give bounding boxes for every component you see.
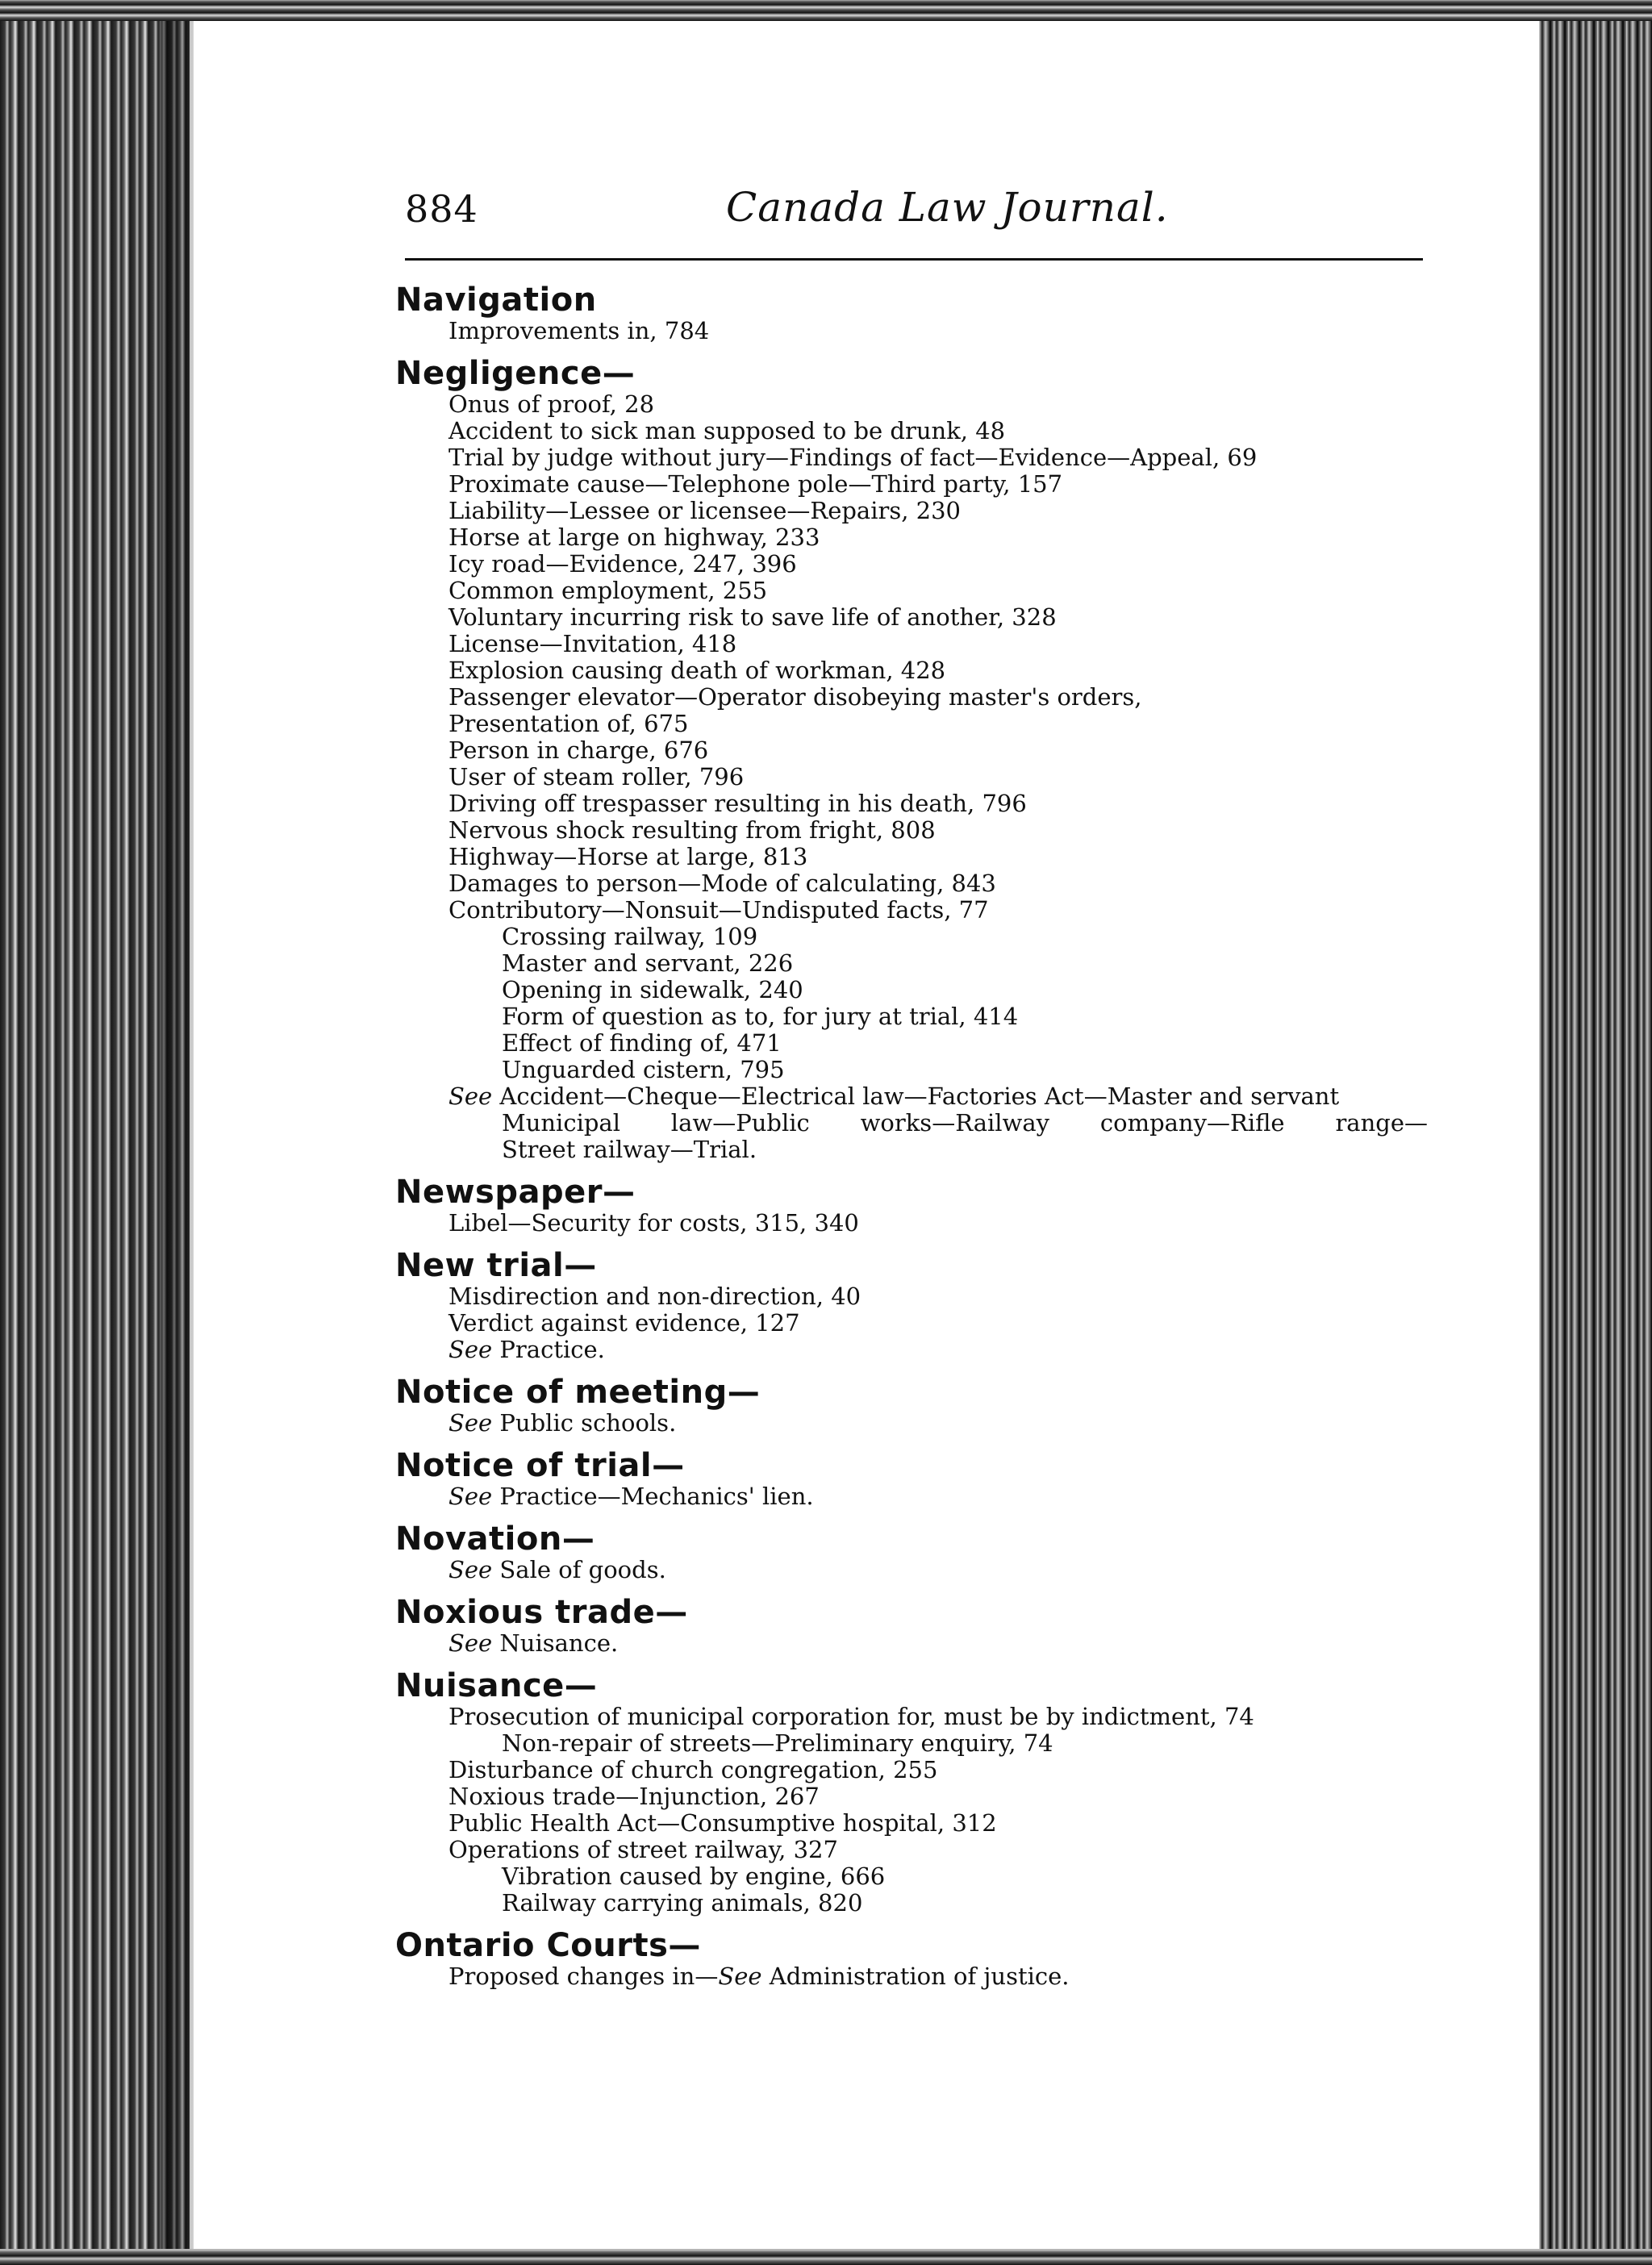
index-heading: Novation— (395, 1520, 595, 1558)
index-entry (395, 1448, 1428, 1510)
subentry-list (395, 1557, 1428, 1583)
index-entry (395, 1248, 1428, 1363)
running-header (405, 177, 1421, 250)
subentry: License—Invitation, 418 (448, 630, 737, 657)
see-reference (395, 1410, 1428, 1437)
subentry: Common employment, 255 (448, 577, 768, 604)
index-heading: Ontario Courts— (395, 1927, 701, 1964)
subentry: Voluntary incurring risk to save life of another, 328 (448, 603, 1057, 631)
index-heading: Negligence— (395, 355, 636, 392)
subentry-list (395, 318, 1428, 344)
see-target: Accident—Cheque—Electrical law—Factories Act—Master and servant (499, 1082, 1340, 1110)
subentry: Trial by judge without jury—Findings of fact—Evidence—Appeal, 69 (448, 444, 1258, 471)
header-rule (405, 258, 1423, 261)
subentry: Accident to sick man supposed to be drunk, 48 (448, 417, 1006, 444)
page-number: 884 (405, 187, 478, 231)
subentry: Improvements in, 784 (448, 317, 710, 344)
subentry-list (395, 391, 1428, 1163)
see-target: Practice. (499, 1336, 605, 1363)
see-reference (395, 1337, 1428, 1363)
subentry-list (395, 1210, 1428, 1237)
subentry: Damages to person—Mode of calculating, 843 (448, 870, 996, 897)
subentry: User of steam roller, 796 (448, 763, 745, 790)
subentry: Misdirection and non-direction, 40 (448, 1283, 861, 1310)
index-heading: New trial— (395, 1247, 597, 1284)
subentry: Opening in sidewalk, 240 (502, 976, 803, 1003)
see-word: See (448, 1483, 493, 1510)
index-heading: Notice of trial— (395, 1447, 685, 1484)
subentry: Public Health Act—Consumptive hospital, 312 (448, 1809, 997, 1837)
subentry: Unguarded cistern, 795 (502, 1056, 785, 1083)
see-word: See (448, 1556, 493, 1583)
subentry-list (395, 1704, 1428, 1917)
index-heading: Notice of meeting— (395, 1374, 761, 1411)
index-entry (395, 356, 1428, 1163)
index-entry (395, 1595, 1428, 1657)
see-target: Practice—Mechanics' lien. (499, 1483, 814, 1510)
subentry: Onus of proof, 28 (448, 390, 655, 418)
index-entry (395, 1374, 1428, 1437)
subentry: Non-repair of streets—Preliminary enquiry, 74 (502, 1729, 1053, 1757)
subentry: Form of question as to, for jury at trial, 414 (502, 1003, 1019, 1030)
see-reference (395, 1630, 1428, 1657)
page-edge-top (0, 0, 1652, 21)
see-word: See (448, 1082, 493, 1110)
see-reference-continued: Municipal law—Public works—Railway company—Rifle range— (502, 1109, 1428, 1137)
index-heading: Noxious trade— (395, 1594, 688, 1631)
see-word: See (718, 1963, 762, 1990)
subentry: Person in charge, 676 (448, 736, 709, 764)
index-heading: Navigation (395, 282, 597, 319)
see-reference (395, 1083, 1428, 1110)
subentry: Effect of finding of, 471 (502, 1029, 782, 1057)
subentry: Disturbance of church congregation, 255 (448, 1756, 938, 1783)
see-word: See (448, 1629, 493, 1657)
subentry: Proximate cause—Telephone pole—Third party, 157 (448, 470, 1063, 498)
index-entry (395, 282, 1428, 344)
see-prefix: Proposed changes in— (448, 1963, 719, 1990)
subentry: Crossing railway, 109 (502, 923, 758, 950)
see-word: See (448, 1336, 493, 1363)
subentry: Contributory—Nonsuit—Undisputed facts, 77 (448, 896, 989, 924)
subentry: Master and servant, 226 (502, 949, 794, 977)
subentry-list (395, 1963, 1428, 1990)
subentry-list (395, 1483, 1428, 1510)
index-entry (395, 1668, 1428, 1917)
subentry: Horse at large on highway, 233 (448, 523, 820, 551)
subentry: Vibration caused by engine, 666 (502, 1862, 886, 1890)
index-entry (395, 1521, 1428, 1583)
see-reference (395, 1963, 1428, 1990)
see-target: Administration of justice. (761, 1963, 1070, 1990)
see-reference-continued: Street railway—Trial. (502, 1136, 757, 1163)
subentry: Verdict against evidence, 127 (448, 1309, 800, 1337)
see-reference (395, 1557, 1428, 1583)
see-target: Nuisance. (499, 1629, 619, 1657)
subentry: Nervous shock resulting from fright, 808 (448, 816, 936, 844)
index-entry (395, 1174, 1428, 1237)
subentry: Passenger elevator—Operator disobeying master's orders, (448, 683, 1142, 711)
subentry: Noxious trade—Injunction, 267 (448, 1783, 820, 1810)
subentry: Liability—Lessee or licensee—Repairs, 230 (448, 497, 962, 524)
page-edge-bottom (0, 2249, 1652, 2265)
subentry-list (395, 1410, 1428, 1437)
subentry: Prosecution of municipal corporation for, must be by indictment, 74 (448, 1703, 1254, 1730)
journal-title: Canada Law Journal. (726, 184, 1169, 231)
see-reference (395, 1483, 1428, 1510)
subentry-list (395, 1283, 1428, 1363)
see-target: Sale of goods. (499, 1556, 666, 1583)
subentry: Explosion causing death of workman, 428 (448, 657, 946, 684)
subentry-list (395, 1630, 1428, 1657)
index-heading: Newspaper— (395, 1174, 636, 1211)
index-heading: Nuisance— (395, 1667, 598, 1704)
subentry: Libel—Security for costs, 315, 340 (448, 1209, 859, 1237)
index-list (395, 282, 1428, 1990)
subentry: Icy road—Evidence, 247, 396 (448, 550, 797, 578)
index-entry (395, 1928, 1428, 1990)
subentry: Driving off trespasser resulting in his death, 796 (448, 790, 1027, 817)
subentry: Operations of street railway, 327 (448, 1836, 838, 1863)
see-word: See (448, 1409, 493, 1437)
subentry: Presentation of, 675 (448, 710, 689, 737)
see-target: Public schools. (499, 1409, 677, 1437)
subentry: Highway—Horse at large, 813 (448, 843, 808, 870)
page-edge-right (1539, 0, 1652, 2265)
subentry: Railway carrying animals, 820 (502, 1889, 863, 1917)
